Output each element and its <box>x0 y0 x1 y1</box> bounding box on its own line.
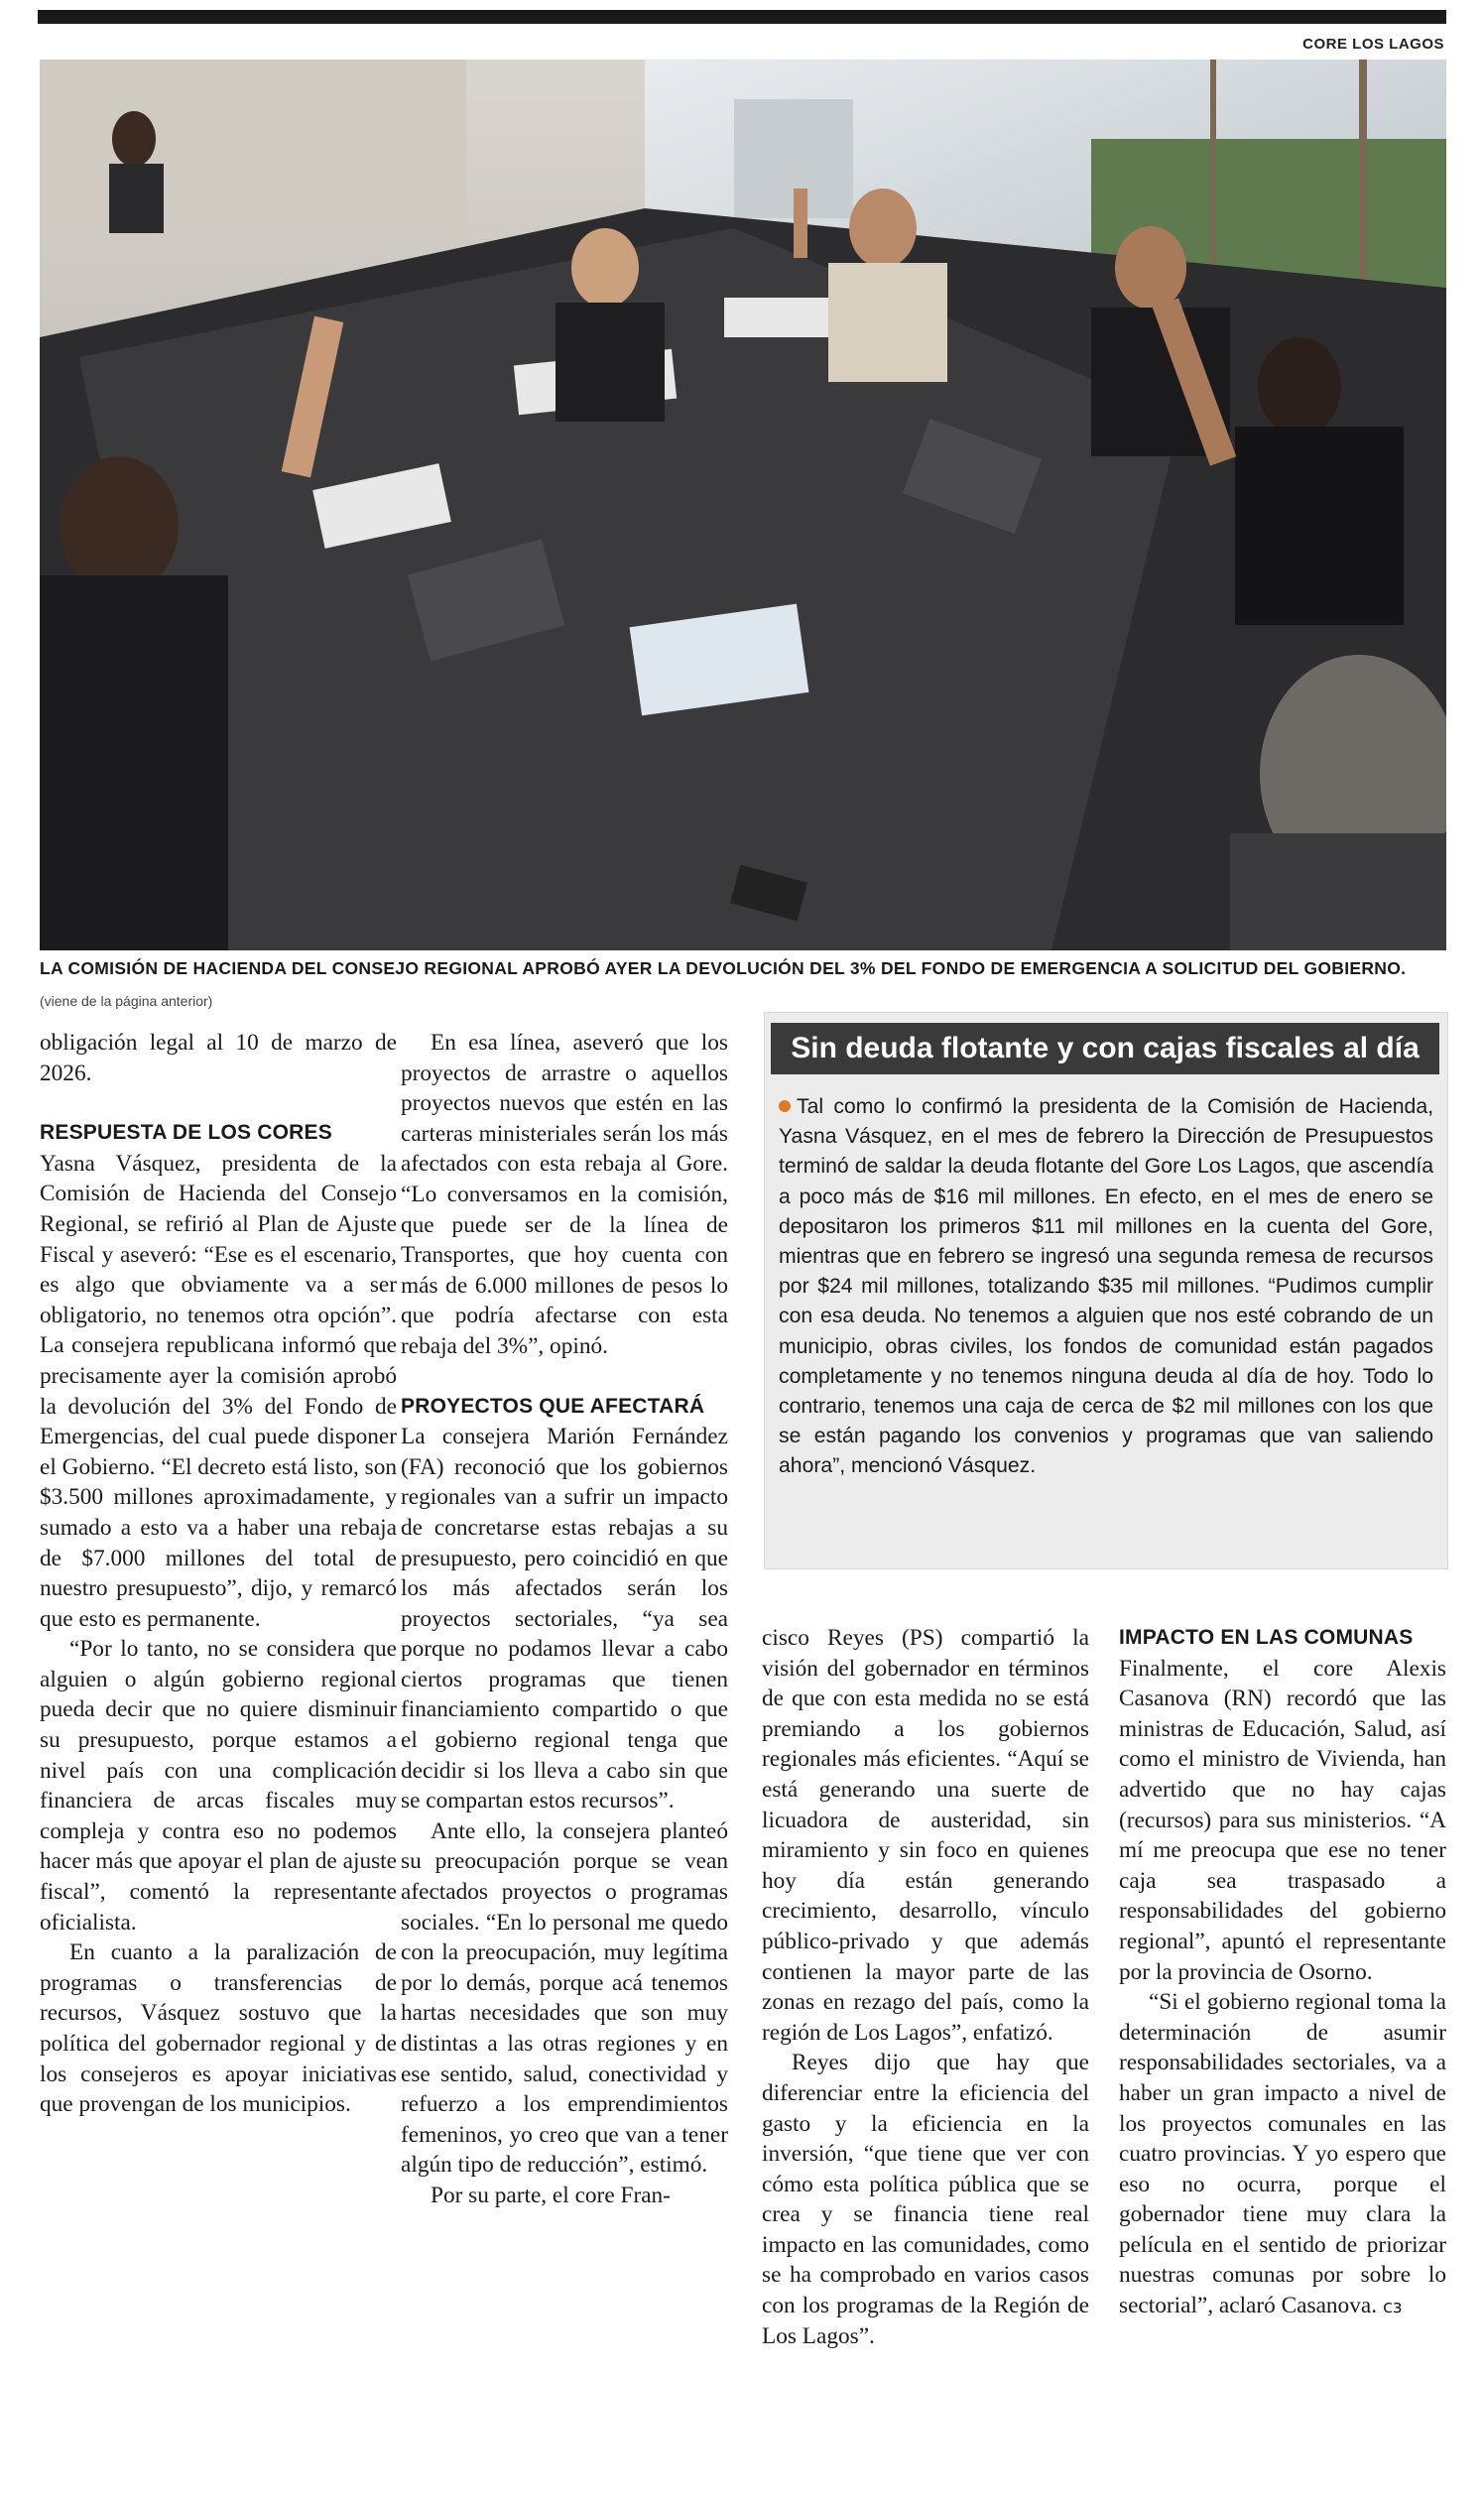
article-column-2 <box>401 1028 728 2211</box>
paragraph: En cuanto a la paralización de programas o transferencias de recursos, Vásquez sostuvo que la política del gobernador regional y de los consejeros es apoyar iniciativas que provengan de los municipios. <box>40 1939 397 2118</box>
photo-credit: CORE LOS LAGOS <box>1302 36 1444 53</box>
end-mark-icon: cз <box>1383 2297 1403 2318</box>
article-column-4 <box>1119 1623 1446 2323</box>
article-column-3 <box>762 1623 1089 2351</box>
paragraph-text: “Si el gobierno regional toma la determinación de asumir responsabilidades sectoriales, va a haber un gran impacto a nivel de los proyectos comunales en las cuatro provincias. Y yo espero que eso no ocurra, porque el gobernador tiene muy clara la película en el sentido de priorizar nuestras comunas por sobre lo sectorial”, aclaró Casanova. <box>1119 1989 1446 2319</box>
article-column-1 <box>40 1028 397 2120</box>
paragraph: obligación legal al 10 de marzo de 2026. <box>40 1030 397 1086</box>
paragraph: Ante ello, la consejera planteó su preocupación porque se vean afectados proyectos o programas sociales. “En lo personal me quedo con la preocupación, muy legítima por lo demás, porque acá tenemos hartas necesidades que son muy distintas a las otras regiones y en ese sentido, salud, conectividad y refuerzo a los emprendimientos femeninos, yo creo que van a tener algún tipo de reducción”, estimó. <box>401 1817 728 2179</box>
sidebar-text: Tal como lo confirmó la presidenta de la Comisión de Hacienda, Yasna Vásquez, en el mes de febrero la Dirección de Presupuestos terminó de saldar la deuda flotante del Gore Los Lagos, que ascendía a poco más de $16 mil millones. En efecto, en el mes de enero se depositaron los primeros $11 mil millones en la cuenta del Gore, mientras que en febrero se ingresó una segunda remesa de recursos por $24 mil millones, totalizando $35 mil millones. “Pudimos cumplir con esa deuda. No tenemos a alguien que nos esté cobrando de un municipio, obras civiles, los fondos de comunidad están pagados completamente y no tenemos ninguna deuda al día de hoy. Todo lo contrario, tenemos una caja de cerca de $2 mil millones con los que se están pagando los convenios y programas que van saliendo ahora”, mencionó Vásquez. <box>779 1095 1433 1478</box>
paragraph: Yasna Vásquez, presidenta de la Comisión de Hacienda del Consejo Regional, se refirió al Plan de Ajuste Fiscal y aseveró: “Ese es el escenario, es algo que obviamente va a ser obligatorio, no tenemos otra opción”. La consejera republicana informó que precisamente ayer la comisión aprobó la devolución del 3% del Fondo de Emergencias, del cual puede disponer el Gobierno. “El decreto está listo, son $3.500 millones aproximadamente, y sumado a esto va a haber una rebaja de $7.000 millones del total de nuestro presupuesto”, dijo, y remarcó que esto es permanente. <box>40 1150 397 1632</box>
sidebar-body <box>779 1092 1433 1482</box>
meeting-photo-illustration <box>40 60 1446 950</box>
paragraph: “Por lo tanto, no se considera que alguien o algún gobierno regional pueda decir que no quiere disminuir su presupuesto, porque estamos a nivel país con una complicación financiera de arcas fiscales muy compleja y contra eso no podemos hacer más que apoyar el plan de ajuste fiscal”, comentó la representante oficialista. <box>40 1636 397 1936</box>
subheading-respuesta: RESPUESTA DE LOS CORES <box>40 1121 332 1145</box>
paragraph <box>1119 1987 1446 2323</box>
top-rule <box>38 10 1446 24</box>
continued-note: (viene de la página anterior) <box>40 993 213 1009</box>
photo-caption: LA COMISIÓN DE HACIENDA DEL CONSEJO REGIONAL APROBÓ AYER LA DEVOLUCIÓN DEL 3% DEL FONDO DE EMERGENCIA A SOLICITUD DEL GOBIERNO. <box>40 958 1407 978</box>
paragraph: La consejera Marión Fernández (FA) reconoció que los gobiernos regionales van a sufrir un impacto de concretarse estas rebajas a su presupuesto, pero coincidió en que los más afectados serán los proyectos sectoriales, “ya sea porque no podamos llevar a cabo ciertos programas que tienen financiamiento compartido o que el gobierno regional tenga que decidir si los lleva a cabo sin que se compartan estos recursos”. <box>401 1424 728 1814</box>
paragraph: Finalmente, el core Alexis Casanova (RN) recordó que las ministras de Educación, Salud, así como el ministro de Vivienda, han advertido que no hay cajas (recursos) para sus ministerios. “A mí me preocupa que ese no tener caja sea traspasado a responsabilidades del gobierno regional”, apuntó el representante por la provincia de Osorno. <box>1119 1655 1446 1985</box>
paragraph: Por su parte, el core Fran- <box>431 2182 671 2208</box>
meeting-photo <box>40 60 1446 950</box>
subheading-impacto: IMPACTO EN LAS COMUNAS <box>1119 1626 1414 1649</box>
paragraph: Reyes dijo que hay que diferenciar entre la eficiencia del gasto y la eficiencia en la inversión, “que tiene que ver con cómo esta política pública que se crea y se financia tiene real impacto en las comunidades, como se ha comprobado en varios casos con los programas de la Región de Los Lagos”. <box>762 2050 1089 2349</box>
bullet-icon <box>779 1100 791 1112</box>
sidebar-box <box>764 1012 1448 1569</box>
paragraph: En esa línea, aseveró que los proyectos de arrastre o aquellos proyectos nuevos que estén en las carteras ministeriales serán los más afectados con esta rebaja al Gore. “Lo conversamos en la comisión, que puede ser de la línea de Transportes, que hoy cuenta con más de 6.000 millones de pesos lo que podría afectarse con esta rebaja del 3%”, opinó. <box>401 1030 728 1359</box>
subheading-proyectos: PROYECTOS QUE AFECTARÁ <box>401 1394 705 1418</box>
paragraph: cisco Reyes (PS) compartió la visión del gobernador en términos de que con esta medida no se está premiando a los gobiernos regionales más eficientes. “Aquí se está generando una suerte de licuadora de austeridad, sin miramiento y sin foco en quienes hoy día están generando crecimiento, desarrollo, vínculo público-privado y que además contienen la mayor parte de las zonas en rezago del país, como la región de Los Lagos”, enfatizó. <box>762 1625 1089 2046</box>
sidebar-title: Sin deuda flotante y con cajas fiscales al día <box>771 1023 1439 1074</box>
